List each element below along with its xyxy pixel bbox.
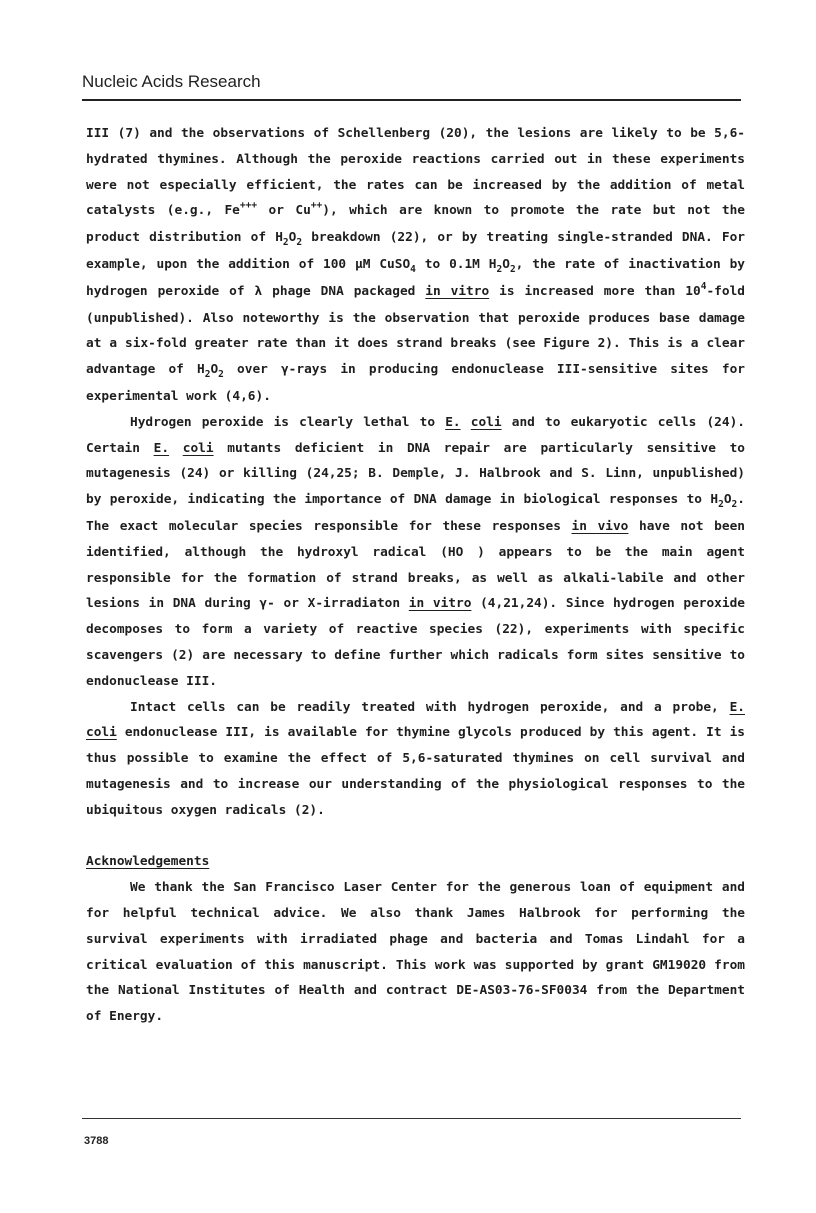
text-line: CuSO bbox=[379, 256, 411, 272]
text-line: noteworthy is the observation that peroxide produces base damage at a six-fold bbox=[86, 310, 745, 352]
page-number: 3788 bbox=[84, 1135, 109, 1147]
subscript: 2 bbox=[218, 369, 224, 381]
italic-term: in vivo bbox=[571, 518, 629, 534]
subscript: 2 bbox=[296, 237, 303, 249]
text-run: to 0.1M H bbox=[415, 256, 497, 272]
journal-title: Nucleic Acids Research bbox=[82, 72, 261, 91]
italic-term: E. bbox=[153, 440, 170, 456]
subscript: 2 bbox=[509, 263, 516, 275]
superscript: 4 bbox=[700, 280, 707, 292]
text-run: Hydrogen peroxide is clearly lethal to bbox=[130, 414, 446, 430]
italic-term: in vitro bbox=[408, 596, 472, 612]
paragraph-2 bbox=[86, 410, 745, 695]
text-run: and to eukaryotic cells (24). Certain bbox=[86, 414, 745, 456]
italic-term: coli bbox=[182, 440, 214, 456]
superscript: ++ bbox=[310, 200, 323, 212]
paragraph-3 bbox=[86, 695, 745, 824]
text-line: DNA packaged bbox=[320, 283, 426, 299]
subscript: 2 bbox=[204, 369, 211, 381]
text-run: ), which are known to bbox=[322, 203, 500, 219]
acknowledgements-heading bbox=[86, 849, 745, 875]
text-run: mutants deficient in DNA repair are particularly sensitive to mutagenesis (24) or killing (24,25; B. Demple, J. Halbrook and S. Linn, unpublished) by peroxide, indicating the importance of DNA damage in biological responses to H bbox=[86, 440, 746, 508]
text-run: or Cu bbox=[257, 203, 311, 219]
text-run: is increased more than 10 bbox=[489, 283, 701, 299]
text-run: Intact cells can be readily treated with hydrogen peroxide, and a probe, bbox=[130, 699, 719, 715]
acknowledgements-paragraph: We thank the San Francisco Laser Center for the generous loan of equipment and for helpful technical advice. We also thank James Halbrook for performing the survival experiments with irradiated phage and bacteria and Tomas Lindahl for a critical evaluation of this manuscript. This work was supported by grant GM19020 from the National Institutes of Health and contract DE-AS03-76-SF0034 from the Department of Energy. bbox=[86, 880, 745, 1025]
text-line: III (7) and the observations of Schellenberg (20), the lesions are likely to bbox=[86, 126, 682, 141]
italic-term: coli bbox=[470, 414, 502, 430]
subscript: 2 bbox=[282, 237, 289, 249]
text-run: breakdown (22), or bbox=[302, 230, 453, 246]
text-run: O bbox=[502, 256, 510, 272]
section-heading: Acknowledgements bbox=[86, 854, 210, 870]
subscript: 4 bbox=[410, 263, 416, 275]
text-line: for experimental work (4,6). bbox=[86, 362, 745, 404]
text-line: these experiments were not especially efficient, the rates can be increased by bbox=[86, 151, 745, 193]
text-line: by treating single-stranded DNA. For example, upon the addition of 100 μM bbox=[86, 230, 745, 272]
text-run: (4,21,24). Since hydrogen peroxide decomposes to form a variety of reactive species (22), experiments with specific scavengers (2) are necessary to define further which radicals form sites sensitive to endonuclease III. bbox=[86, 596, 745, 689]
text-run: -fold (unpublished). Also bbox=[86, 283, 745, 326]
text-run: have not been identified, although the hydroxyl radical (HO ) appears to be the main agent responsible for the formation of strand breaks, as well as alkali-labile and other lesions in DNA during γ- or X-irradiaton bbox=[86, 518, 745, 612]
italic-term: E. bbox=[445, 414, 461, 430]
italic-term: coli bbox=[86, 725, 117, 741]
footer-rule bbox=[82, 1118, 741, 1119]
text-run: , the rate of inactivation by hydrogen peroxide of λ phage bbox=[86, 256, 745, 299]
subscript: 2 bbox=[731, 499, 738, 511]
text-line: the addition of metal catalysts (e.g., Fe bbox=[86, 177, 745, 219]
body-text bbox=[86, 121, 745, 1030]
text-run: endonuclease III, is available for thymine glycols produced by this agent. It is thus possible to examine the effect of 5,6-saturated thymines on cell survival and mutagenesis and to increase our understanding of the physiological responses to the ubiquitous oxygen radicals (2). bbox=[86, 725, 745, 818]
italic-term: in vitro bbox=[425, 283, 490, 299]
text-line: greater rate than it does strand breaks (see Figure 2). This is a clear bbox=[194, 336, 745, 352]
paragraph-1 bbox=[86, 121, 745, 410]
text-run: over γ-rays in producing endonuclease III-sensitive sites bbox=[223, 362, 709, 378]
subscript: 2 bbox=[718, 499, 724, 511]
text-run: O bbox=[210, 362, 219, 378]
text-line: be 5,6-hydrated thymines. Although the peroxide reactions carried out in bbox=[86, 126, 745, 167]
text-run: O bbox=[288, 230, 297, 246]
text-run: O bbox=[723, 492, 732, 508]
superscript: +++ bbox=[239, 200, 258, 212]
text-line: advantage of H bbox=[86, 362, 205, 378]
text-run: . The exact molecular species responsible for these responses bbox=[86, 492, 745, 534]
subscript: 2 bbox=[496, 263, 503, 275]
italic-term: E. bbox=[729, 699, 745, 715]
header-rule bbox=[82, 99, 741, 101]
text-line: promote the rate but not the product distribution of H bbox=[86, 203, 745, 246]
